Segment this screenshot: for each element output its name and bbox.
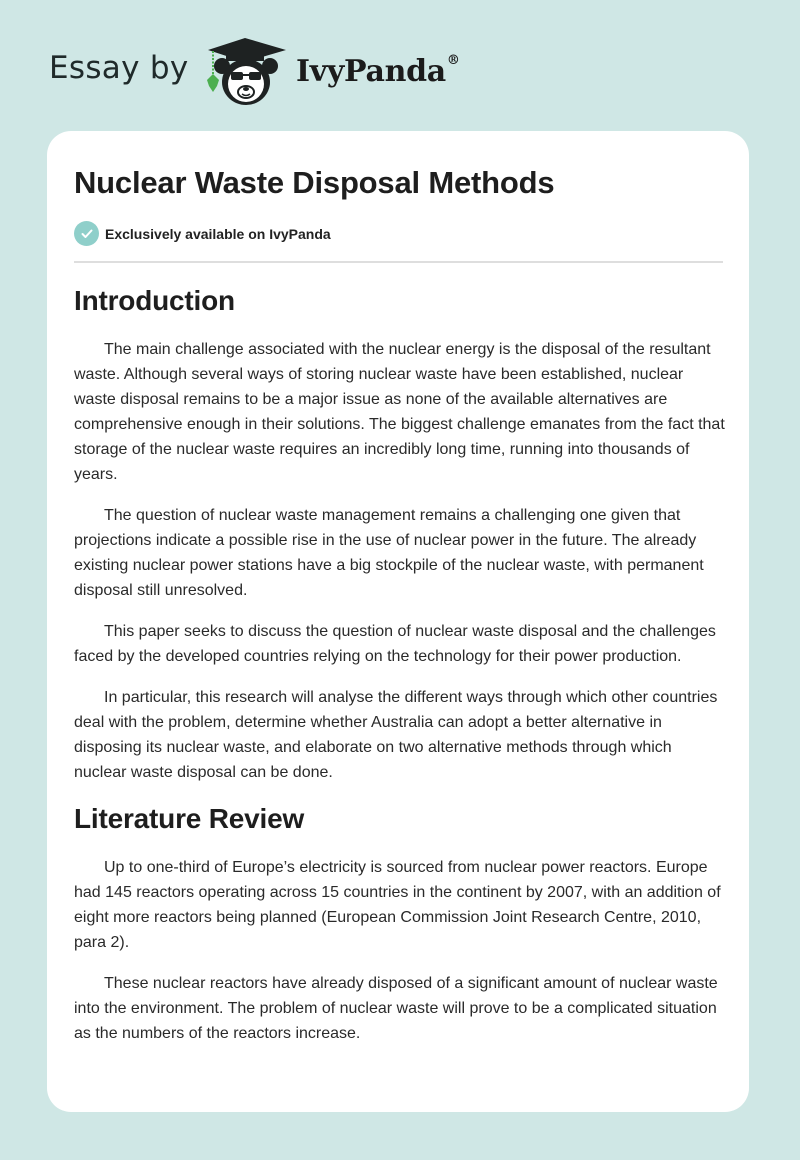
essay-by-label: Essay by xyxy=(49,50,189,86)
paragraph: This paper seeks to discuss the question of nuclear waste disposal and the challenges faced by the developed countries relying on the technology for their power production. xyxy=(74,623,716,665)
paragraph: In particular, this research will analyse the different ways through which other countries deal with the problem, determine whether Australia can adopt a better alternative in disposing its nuclear waste, and elaborate on two alternative methods through which nuclear waste disposal can be done. xyxy=(74,689,718,781)
paragraph: The question of nuclear waste management remains a challenging one given that projections indicate a possible rise in the use of nuclear power in the future. The already existing nuclear power stations have a big stockpile of the nuclear waste, with permanent disposal still unresolved. xyxy=(74,507,704,599)
exclusive-badge-text: Exclusively available on IvyPanda xyxy=(105,225,331,242)
brand-logo-text[interactable] xyxy=(296,54,460,89)
section-heading: Literature Review xyxy=(74,803,305,834)
registered-mark: ® xyxy=(446,53,460,68)
section-introduction xyxy=(74,283,726,785)
title-divider xyxy=(74,261,723,263)
essay-content xyxy=(74,283,726,1062)
paragraph: Up to one-third of Europe’s electricity is sourced from nuclear power reactors. Europe had 145 reactors operating across 15 countries in the continent by 2007, with an addition of eight more reactors being planned (European Commission Joint Research Centre, 2010, para 2). xyxy=(74,859,721,951)
brand-name: IvyPanda xyxy=(296,54,446,89)
exclusive-badge xyxy=(74,221,331,246)
paragraph: These nuclear reactors have already disposed of a significant amount of nuclear waste into the environment. The problem of nuclear waste will prove to be a complicated situation as the numbers of the reactors increase. xyxy=(74,975,718,1042)
section-heading: Introduction xyxy=(74,285,235,316)
page-title: Nuclear Waste Disposal Methods xyxy=(74,165,555,200)
site-header xyxy=(0,0,800,130)
essay-card xyxy=(47,131,749,1112)
section-literature-review xyxy=(74,801,726,1046)
paragraph: The main challenge associated with the nuclear energy is the disposal of the resultant waste. Although several ways of storing nuclear waste have been established, nuclear waste disposal remains to be a major issue as none of the available alternatives are comprehensive enough in their solutions. The biggest challenge emanates from the fact that storage of the nuclear waste requires an incredibly long time, running into thousands of years. xyxy=(74,341,725,483)
panda-graduation-cap-icon[interactable] xyxy=(200,36,290,108)
check-circle-icon xyxy=(74,221,99,246)
